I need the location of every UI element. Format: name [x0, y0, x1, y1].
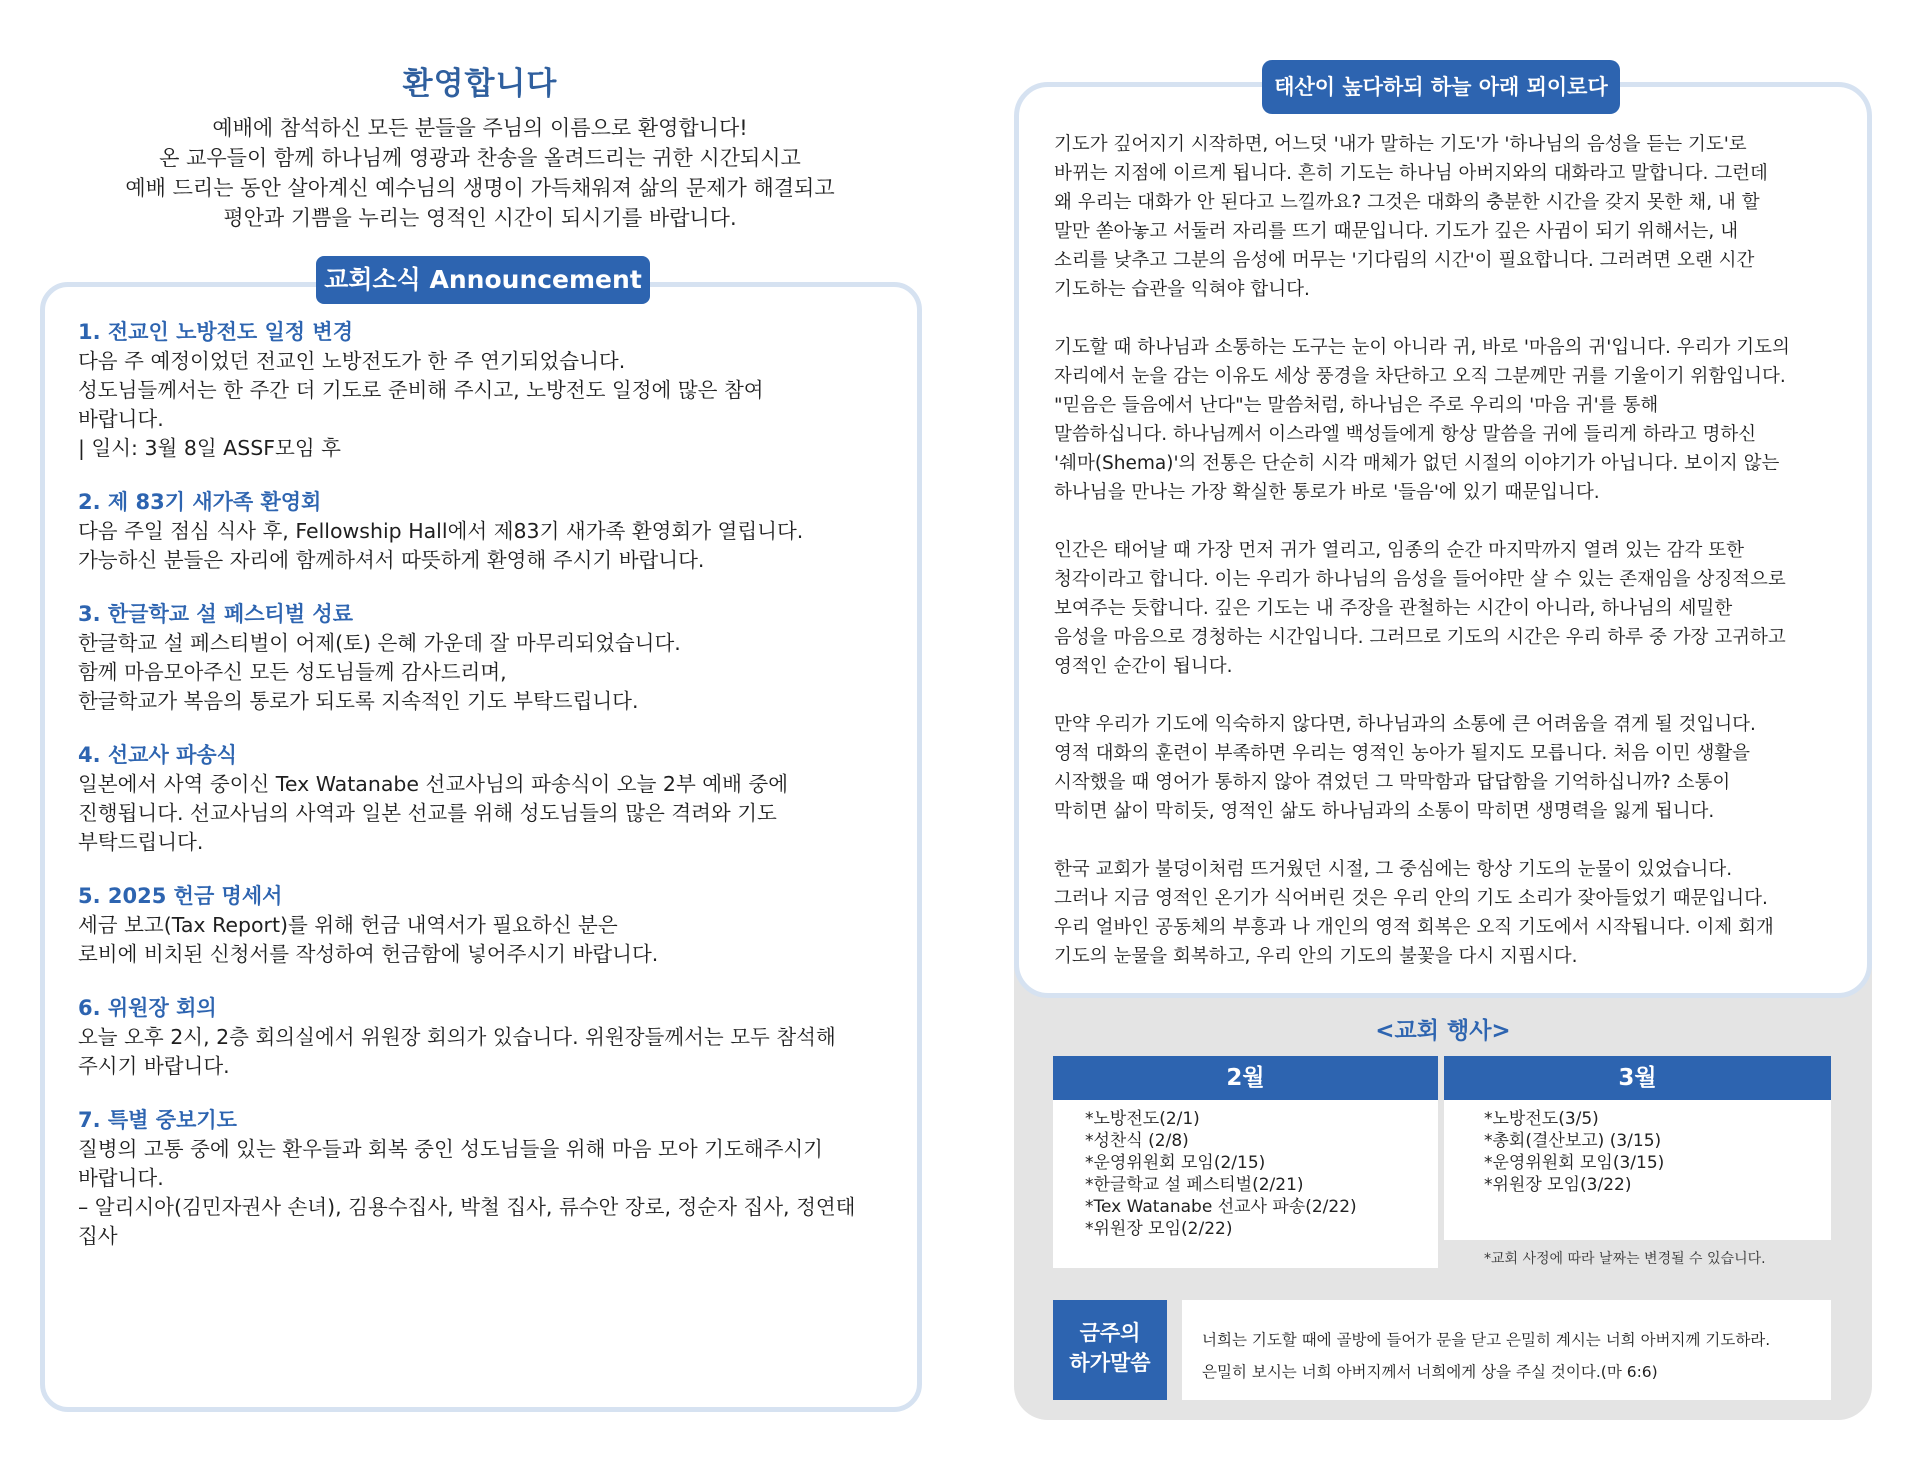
month-header-february: 2월	[1053, 1056, 1438, 1100]
announcement-line: 바랍니다.	[78, 407, 164, 431]
event-item: *Tex Watanabe 선교사 파송(2/22)	[1085, 1197, 1357, 1217]
announcement-line: – 알리시아(김민자권사 손녀), 김용수집사, 박철 집사, 류수안 장로, 정순자 집사, 정연태	[78, 1195, 856, 1219]
welcome-line: 평안과 기쁨을 누리는 영적인 시간이 되시기를 바랍니다.	[223, 206, 737, 230]
announcement-list	[78, 318, 898, 1276]
welcome-line: 예배에 참석하신 모든 분들을 주님의 이름으로 환영합니다!	[212, 116, 748, 140]
announcement-line: 다음 주일 점심 식사 후, Fellowship Hall에서 제83기 새가족 환영회가 열립니다.	[78, 519, 804, 543]
meditation-tab: 태산이 높다하되 하늘 아래 뫼이로다	[1262, 60, 1620, 114]
weekly-verse-label-line: 금주의	[1079, 1321, 1141, 1345]
event-item: *운영위원회 모임(2/15)	[1085, 1153, 1266, 1173]
weekly-verse-label	[1053, 1300, 1167, 1400]
meditation-paragraph: 만약 우리가 기도에 익숙하지 않다면, 하나님과의 소통에 큰 어려움을 겪게 될 것입니다. 영적 대화의 훈련이 부족하면 우리는 영적인 농아가 될지도 모릅니다. 처음 이민 생활을 시작했을 때 영어가 통하지 않아 겪었던 그 막막함과 답답함을 기억하십니까? 소통이 막히면 삶이 막히듯, 영적인 삶도 하나님과의 소통이 막히면 생명력을 잃게 됩니다.	[1054, 714, 1756, 822]
announcement-line: 한글학교가 복음의 통로가 되도록 지속적인 기도 부탁드립니다.	[78, 689, 639, 713]
announcement-tab: 교회소식 Announcement	[316, 256, 650, 304]
announcement-item	[78, 741, 898, 857]
weekly-verse-label-line: 하가말씀	[1069, 1351, 1151, 1375]
events-list-march	[1444, 1100, 1831, 1240]
welcome-line: 예배 드리는 동안 살아계신 예수님의 생명이 가득채워져 삶의 문제가 해결되고	[125, 176, 835, 200]
month-header-march: 3월	[1444, 1056, 1831, 1100]
event-item: *총회(결산보고) (3/15)	[1484, 1131, 1662, 1151]
announcement-title: 1. 전교인 노방전도 일정 변경	[78, 320, 353, 344]
weekly-verse-line: 은밀히 보시는 너희 아버지께서 너희에게 상을 주실 것이다.(마 6:6)	[1202, 1363, 1658, 1381]
meditation-paragraph: 인간은 태어날 때 가장 먼저 귀가 열리고, 임종의 순간 마지막까지 열려 있는 감각 또한 청각이라고 합니다. 이는 우리가 하나님의 음성을 들어야만 살 수 있는 존재임을 상징적으로 보여주는 듯합니다. 깊은 기도는 내 주장을 관철하는 시간이 아니라, 하나님의 세밀한 음성을 마음으로 경청하는 시간입니다. 그러므로 기도의 시간은 우리 하루 중 가장 고귀하고 영적인 순간이 됩니다.	[1054, 540, 1786, 677]
announcement-line: 바랍니다.	[78, 1166, 164, 1190]
events-list-february	[1053, 1100, 1438, 1268]
meditation-paragraph: 기도가 깊어지기 시작하면, 어느덧 '내가 말하는 기도'가 '하나님의 음성을 듣는 기도'로 바뀌는 지점에 이르게 됩니다. 흔히 기도는 하나님 아버지와의 대화라고 말합니다. 그런데 왜 우리는 대화가 안 된다고 느낄까요? 그것은 대화의 충분한 시간을 갖지 못한 채, 내 할 말만 쏟아놓고 서둘러 자리를 뜨기 때문입니다. 기도가 깊은 사귐이 되기 위해서는, 내 소리를 낮추고 그분의 음성에 머무는 '기다림의 시간'이 필요합니다. 그러려면 오랜 시간 기도하는 습관을 익혀야 합니다.	[1054, 134, 1768, 300]
announcement-line: 진행됩니다. 선교사님의 사역과 일본 선교를 위해 성도님들의 많은 격려와 기도	[78, 801, 777, 825]
announcement-title: 5. 2025 헌금 명세서	[78, 884, 283, 908]
welcome-section	[60, 58, 900, 233]
announcement-line: 함께 마음모아주신 모든 성도님들께 감사드리며,	[78, 660, 507, 684]
announcement-item	[78, 600, 898, 716]
announcement-title: 6. 위원장 회의	[78, 996, 217, 1020]
event-item: *위원장 모임(3/22)	[1484, 1175, 1632, 1195]
weekly-verse-line: 너희는 기도할 때에 골방에 들어가 문을 닫고 은밀히 계시는 너희 아버지께 기도하라.	[1202, 1331, 1771, 1349]
announcement-line: 한글학교 설 페스티벌이 어제(토) 은혜 가운데 잘 마무리되었습니다.	[78, 631, 681, 655]
announcement-line: 가능하신 분들은 자리에 함께하셔서 따뜻하게 환영해 주시기 바랍니다.	[78, 548, 705, 572]
announcement-item	[78, 994, 898, 1081]
events-note: *교회 사정에 따라 날짜는 변경될 수 있습니다.	[1484, 1251, 1766, 1267]
event-item: *위원장 모임(2/22)	[1085, 1219, 1233, 1239]
announcement-item	[78, 488, 898, 575]
announcement-item	[78, 1106, 898, 1251]
announcement-title: 2. 제 83기 새가족 환영회	[78, 490, 322, 514]
announcement-line: 다음 주 예정이었던 전교인 노방전도가 한 주 연기되었습니다.	[78, 349, 626, 373]
event-item: *노방전도(2/1)	[1085, 1109, 1200, 1129]
welcome-line: 온 교우들이 함께 하나님께 영광과 찬송을 올려드리는 귀한 시간되시고	[159, 146, 801, 170]
meditation-paragraph: 한국 교회가 불덩이처럼 뜨거웠던 시절, 그 중심에는 항상 기도의 눈물이 있었습니다. 그러나 지금 영적인 온기가 식어버린 것은 우리 안의 기도 소리가 잦아들었기 때문입니다. 우리 얼바인 공동체의 부흥과 나 개인의 영적 회복은 오직 기도에서 시작됩니다. 이제 회개 기도의 눈물을 회복하고, 우리 안의 기도의 불꽃을 다시 지핍시다.	[1054, 859, 1774, 967]
announcement-line: 로비에 비치된 신청서를 작성하여 헌금함에 넣어주시기 바랍니다.	[78, 942, 659, 966]
events-title: <교회 행사>	[1375, 1018, 1511, 1044]
meditation-text	[1054, 130, 1854, 1000]
event-item: *노방전도(3/5)	[1484, 1109, 1599, 1129]
announcement-line: 성도님들께서는 한 주간 더 기도로 준비해 주시고, 노방전도 일정에 많은 참여	[78, 378, 764, 402]
announcement-title: 3. 한글학교 설 페스티벌 성료	[78, 602, 353, 626]
event-item: *한글학교 설 페스티벌(2/21)	[1085, 1175, 1304, 1195]
event-item: *성찬식 (2/8)	[1085, 1131, 1189, 1151]
announcement-line: 부탁드립니다.	[78, 830, 204, 854]
announcement-line: 세금 보고(Tax Report)를 위해 헌금 내역서가 필요하신 분은	[78, 913, 618, 937]
announcement-line: 주시기 바랍니다.	[78, 1054, 230, 1078]
announcement-line: | 일시: 3월 8일 ASSF모임 후	[78, 436, 341, 460]
announcement-line: 질병의 고통 중에 있는 환우들과 회복 중인 성도님들을 위해 마음 모아 기도해주시기	[78, 1137, 823, 1161]
weekly-verse-box	[1182, 1300, 1831, 1400]
announcement-item	[78, 882, 898, 969]
announcement-title: 7. 특별 중보기도	[78, 1108, 237, 1132]
announcement-item	[78, 318, 898, 463]
meditation-paragraph: 기도할 때 하나님과 소통하는 도구는 눈이 아니라 귀, 바로 '마음의 귀'입니다. 우리가 기도의 자리에서 눈을 감는 이유도 세상 풍경을 차단하고 오직 그분께만 귀를 기울이기 위함입니다. "믿음은 들음에서 난다"는 말씀처럼, 하나님은 주로 우리의 '마음 귀'를 통해 말씀하십니다. 하나님께서 이스라엘 백성들에게 항상 말씀을 귀에 들리게 하라고 명하신 '쉐마(Shema)'의 전통은 단순히 시각 매체가 없던 시절의 이야기가 아닙니다. 보이지 않는 하나님을 만나는 가장 확실한 통로가 바로 '들음'에 있기 때문입니다.	[1054, 337, 1790, 503]
announcement-title: 4. 선교사 파송식	[78, 743, 237, 767]
announcement-line: 일본에서 사역 중이신 Tex Watanabe 선교사님의 파송식이 오늘 2부 예배 중에	[78, 772, 789, 796]
event-item: *운영위원회 모임(3/15)	[1484, 1153, 1665, 1173]
welcome-title: 환영합니다	[402, 66, 558, 102]
announcement-line: 오늘 오후 2시, 2층 회의실에서 위원장 회의가 있습니다. 위원장들께서는 모두 참석해	[78, 1025, 836, 1049]
announcement-line: 집사	[78, 1224, 118, 1248]
